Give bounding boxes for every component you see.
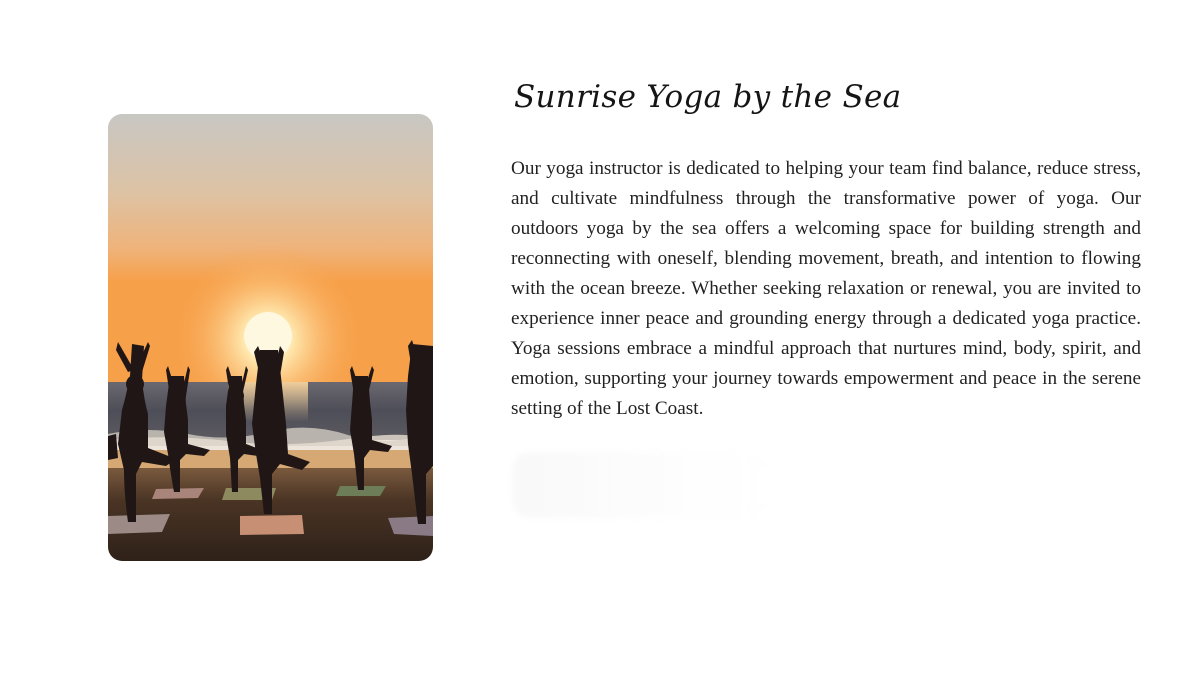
slide-title: Sunrise Yoga by the Sea (514, 79, 902, 115)
faded-button-placeholder (512, 452, 770, 518)
slide-body-paragraph: Our yoga instructor is dedicated to helping your team find balance, reduce stress, and cultivate mindfulness through the transformative power of yoga. Our outdoors yoga by the sea offers a welcoming space for building strength and reconnecting with oneself, blending movement, breath, and intention to flowing with the ocean breeze. Whether seeking relaxation or renewal, you are invited to experience inner peace and grounding energy through a dedicated yoga practice. Yoga sessions embrace a mindful approach that nurtures mind, body, spirit, and emotion, supporting your journey towards empowerment and peace in the serene setting of the Lost Coast. (511, 158, 1141, 419)
yoga-photo (108, 114, 433, 561)
sunrise-beach-yoga-image (108, 114, 433, 561)
